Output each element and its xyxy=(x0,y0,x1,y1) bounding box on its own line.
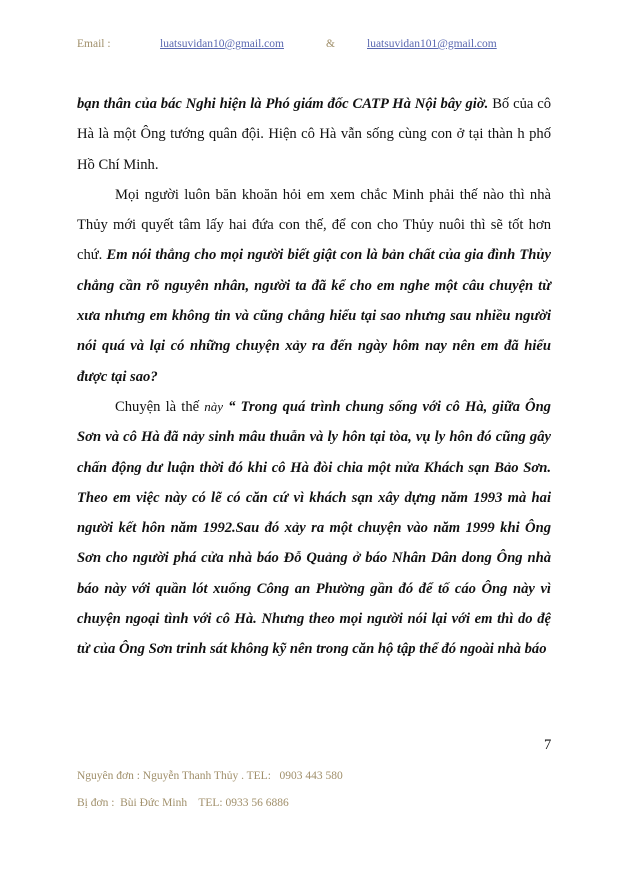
paragraph-1 xyxy=(77,89,551,180)
email-link-1[interactable]: luatsuvidan10@gmail.com xyxy=(160,38,284,50)
paragraph-2-text: Mọi người luôn băn khoăn hỏi em xem chắc Minh phải thế nào thì nhà Thủy mới quyết tâm lấy hai đứa con thế, để con cho Thủy nuôi thì sẽ tốt hơn chứ. xyxy=(77,186,551,264)
footer-plaintiff: Nguyên đơn : Nguyễn Thanh Thủy . TEL: 0903 443 580 xyxy=(77,770,343,782)
email-separator: & xyxy=(326,38,335,50)
document-body xyxy=(77,89,551,665)
footer-defendant: Bị đơn : Bùi Đức Minh TEL: 0933 56 6886 xyxy=(77,797,289,809)
page-header xyxy=(77,38,557,54)
paragraph-3-bold: “ Trong quá trình chung sống với cô Hà, giữa Ông Sơn và cô Hà đã nảy sinh mâu thuẫn và ly hôn tại tòa, vụ ly hôn đó cũng gây chấn động dư luận thời đó khi cô Hà đòi chia một nửa Khách sạn Bảo Sơn. Theo em việc này có lẽ có căn cứ vì khách sạn xây dựng năm 1993 mà hai người kết hôn năm 1992.Sau đó xảy ra một chuyện vào năm 1999 khi Ông Sơn cho người phá cửa nhà báo Đỗ Quảng ở báo Nhân Dân dong Ông nhà báo này với quần lót xuống Công an Phường gần đó để tố cáo Ông này vì chuyện ngoại tình với cô Hà. Nhưng theo mọi người nói lại với em thì do đệ tử của Ông Sơn trinh sát không kỹ nên trong căn hộ tập thể đó ngoài nhà báo xyxy=(77,398,551,658)
paragraph-1-bold: bạn thân của bác Nghi hiện là Phó giám đốc CATP Hà Nội bây giờ. xyxy=(77,96,489,112)
paragraph-3-text: Chuyện là thế xyxy=(115,398,205,415)
paragraph-3-italic: này xyxy=(204,398,224,414)
paragraph-3 xyxy=(77,392,551,665)
email-link-2[interactable]: luatsuvidan101@gmail.com xyxy=(367,38,497,50)
paragraph-2-bold: Em nói thẳng cho mọi người biết giật con là bản chất của gia đình Thủy chẳng cần rõ nguyên nhân, người ta đã kể cho em nghe một câu chuyện từ xưa nhưng em không tin và cũng chẳng hiểu tại sao nhưng sau nhiều người nói quá và lại có những chuyện xảy ra đến ngày hôm nay nên em đã hiểu được tại sao? xyxy=(77,247,551,385)
paragraph-1-text: Bố của cô Hà là một Ông tướng quân đội. Hiện cô Hà vẫn sống cùng con ở tại thàn h phố Hồ Chí Minh. xyxy=(77,96,551,173)
paragraph-2 xyxy=(77,180,551,392)
page-number: 7 xyxy=(544,737,552,753)
email-label: Email : xyxy=(77,38,111,50)
